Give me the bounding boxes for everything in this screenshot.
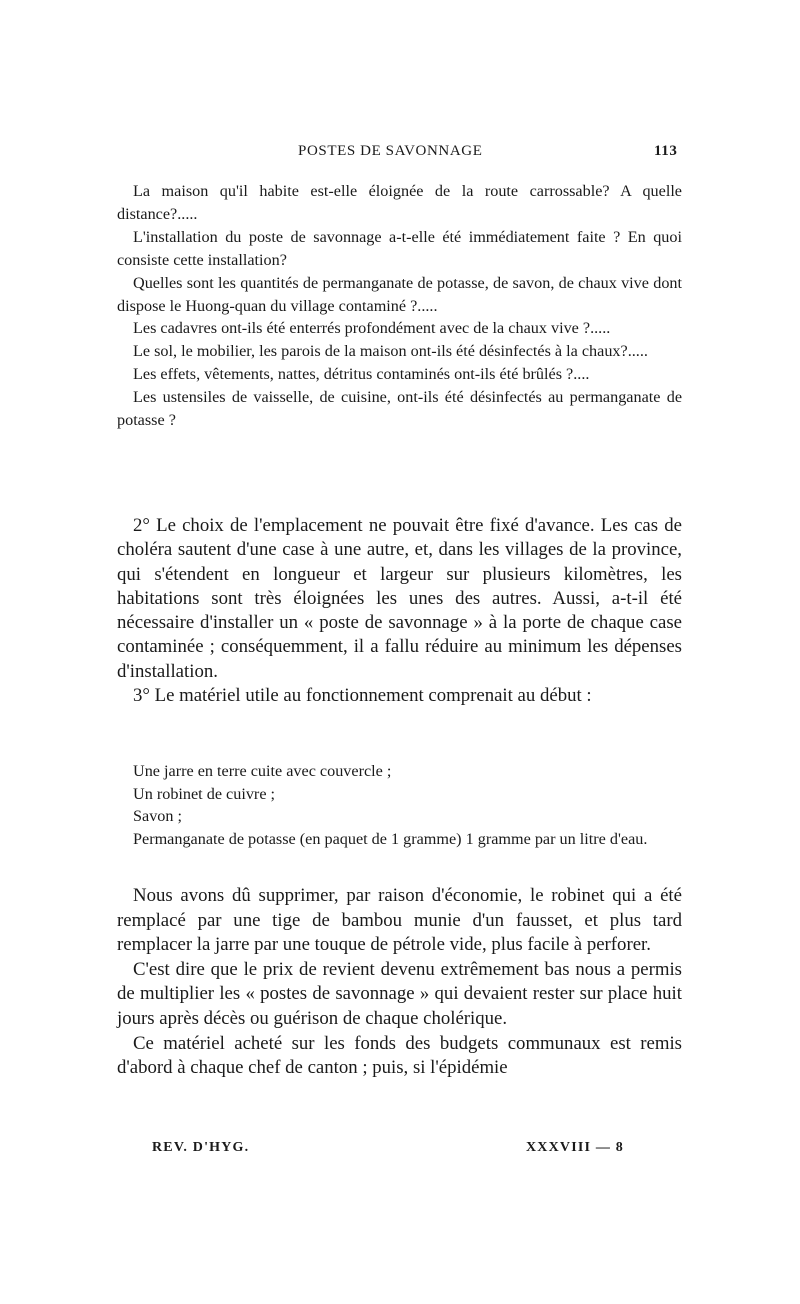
question: L'installation du poste de savonnage a-t-elle été immédiatement faite ? En quoi consiste cette installation? bbox=[117, 227, 682, 269]
paragraph: C'est dire que le prix de revient devenu extrêmement bas nous a permis de multiplier les « postes de savonnage » qui devaient rester sur place huit jours après décès ou guérison de chaque cholérique. bbox=[117, 958, 682, 1029]
questionnaire bbox=[117, 180, 682, 432]
materials-list bbox=[117, 760, 682, 851]
paragraph: Ce matériel acheté sur les fonds des budgets communaux est remis d'abord à chaque chef de canton ; puis, si l'épidémie bbox=[117, 1032, 682, 1079]
running-title: POSTES DE SAVONNAGE bbox=[298, 143, 483, 159]
main-text bbox=[117, 514, 682, 708]
question: Les effets, vêtements, nattes, détritus contaminés ont-ils été brûlés ?.... bbox=[133, 365, 590, 384]
question: Les cadavres ont-ils été enterrés profondément avec de la chaux vive ?..... bbox=[133, 319, 611, 338]
paragraph-emplacement: 2° Le choix de l'emplacement ne pouvait être fixé d'avance. Les cas de choléra sautent d'une case à une autre, et, dans les villages de la province, qui s'étendent en longueur et largeur sur plusieurs kilomètres, les habitations sont très éloignées les unes des autres. Aussi, a-t-il été nécessaire d'installer un « poste de savonnage » à la porte de chaque case contaminée ; conséquemment, il a fallu réduire au minimum les dépenses d'installation. bbox=[117, 515, 682, 682]
question: Quelles sont les quantités de permanganate de potasse, de savon, de chaux vive dont dispose le Huong-quan du village contaminé ?..... bbox=[117, 273, 682, 315]
page-footer bbox=[0, 1140, 800, 1162]
paragraph-materiel: 3° Le matériel utile au fonctionnement comprenait au début : bbox=[133, 685, 592, 707]
paragraph: Nous avons dû supprimer, par raison d'économie, le robinet qui a été remplacé par une tige de bambou munie d'un fausset, et plus tard remplacer la jarre par une touque de pétrole vide, plus facile à perforer. bbox=[117, 885, 682, 956]
closing-text bbox=[117, 884, 682, 1081]
list-item: Savon ; bbox=[133, 807, 183, 826]
list-item: Une jarre en terre cuite avec couvercle ; bbox=[133, 762, 392, 780]
list-item: Un robinet de cuivre ; bbox=[133, 784, 276, 803]
journal-abbrev: REV. D'HYG. bbox=[152, 1140, 250, 1155]
question: Le sol, le mobilier, les parois de la maison ont-ils été désinfectés à la chaux?..... bbox=[133, 342, 648, 361]
question: Les ustensiles de vaisselle, de cuisine, ont-ils été désinfectés au permanganate de potasse ? bbox=[117, 388, 682, 430]
page-number: 113 bbox=[654, 143, 678, 159]
list-item: Permanganate de potasse (en paquet de 1 gramme) 1 gramme par un litre d'eau. bbox=[133, 830, 648, 849]
question: La maison qu'il habite est-elle éloignée de la route carrossable? A quelle distance?..... bbox=[117, 182, 682, 223]
running-head bbox=[0, 143, 800, 165]
signature-mark: XXXVIII — 8 bbox=[526, 1140, 624, 1155]
